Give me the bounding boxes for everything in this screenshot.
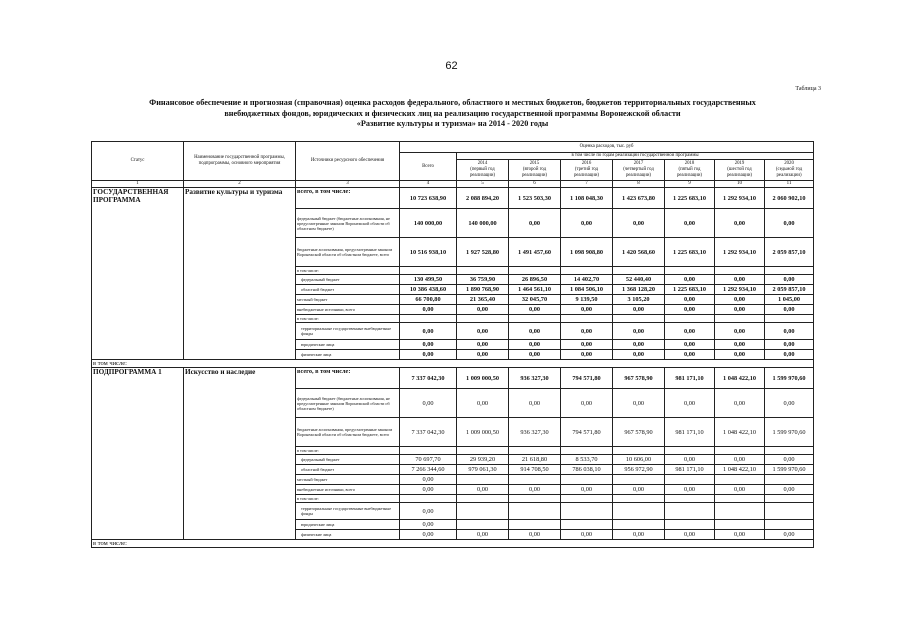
amount-cell: 0,00	[715, 323, 765, 340]
source-label: местный бюджет	[296, 295, 400, 305]
year-number: 2014	[477, 161, 488, 166]
amount-cell: 140 000,00	[400, 209, 457, 238]
amount-cell	[715, 495, 765, 503]
amount-cell: 2 059 857,10	[765, 285, 814, 295]
column-number: 2	[184, 181, 296, 188]
amount-cell	[561, 475, 613, 485]
amount-cell: 8 533,70	[561, 455, 613, 465]
subprogram-status: ПОДПРОГРАММА 1	[92, 368, 184, 540]
amount-cell	[613, 267, 665, 275]
year-number: 2018	[684, 161, 695, 166]
amount-cell: 1 098 908,80	[561, 238, 613, 267]
amount-cell	[457, 475, 509, 485]
year-number: 2019	[734, 161, 745, 166]
amount-cell: 2 088 894,20	[457, 188, 509, 209]
source-label: в том числе:	[296, 267, 400, 275]
amount-cell: 0,00	[665, 455, 715, 465]
header-year-2015	[509, 160, 561, 181]
amount-cell: 0,00	[509, 209, 561, 238]
amount-cell: 1 225 683,10	[665, 188, 715, 209]
year-label: (третий год реализации)	[573, 167, 600, 178]
subprogram-row	[92, 368, 814, 389]
column-number: 9	[665, 181, 715, 188]
header-year-2016	[561, 160, 613, 181]
subprogram-name: Искусство и наследие	[184, 368, 296, 540]
amount-cell: 0,00	[715, 340, 765, 350]
amount-cell: 0,00	[561, 305, 613, 315]
amount-cell: 0,00	[665, 340, 715, 350]
amount-cell	[715, 315, 765, 323]
column-numbers-row	[92, 181, 814, 188]
source-label: юридические лица	[296, 340, 400, 350]
amount-cell	[665, 315, 715, 323]
amount-cell: 21 365,40	[457, 295, 509, 305]
amount-cell: 0,00	[561, 530, 613, 540]
amount-cell: 7 337 042,30	[400, 368, 457, 389]
amount-cell: 0,00	[509, 530, 561, 540]
amount-cell	[715, 447, 765, 455]
source-label: областной бюджет	[296, 285, 400, 295]
header-total: Всего	[400, 153, 457, 181]
amount-cell: 0,00	[613, 305, 665, 315]
amount-cell: 0,00	[400, 475, 457, 485]
amount-cell	[765, 475, 814, 485]
source-label: федеральный бюджет	[296, 455, 400, 465]
header-program-name: Наименование государственной программы, подпрограммы, основного мероприятия	[184, 142, 296, 181]
amount-cell	[765, 520, 814, 530]
subprogram-footer: в том числе:	[92, 540, 814, 548]
source-label: территориальные государственные внебюджетные фонды	[296, 503, 400, 520]
amount-cell: 2 060 902,10	[765, 188, 814, 209]
amount-cell: 0,00	[561, 485, 613, 495]
amount-cell: 7 266 344,60	[400, 465, 457, 475]
amount-cell: 1 491 457,60	[509, 238, 561, 267]
amount-cell	[509, 267, 561, 275]
amount-cell: 0,00	[400, 530, 457, 540]
amount-cell: 29 939,20	[457, 455, 509, 465]
amount-cell: 1 009 000,50	[457, 418, 509, 447]
amount-cell: 0,00	[665, 295, 715, 305]
amount-cell: 0,00	[765, 485, 814, 495]
header-row	[92, 142, 814, 153]
amount-cell: 0,00	[457, 350, 509, 360]
amount-cell	[665, 520, 715, 530]
finance-table	[91, 141, 814, 548]
amount-cell: 0,00	[715, 530, 765, 540]
amount-cell: 981 171,10	[665, 465, 715, 475]
amount-cell	[665, 267, 715, 275]
amount-cell: 0,00	[509, 350, 561, 360]
source-label: федеральный бюджет	[296, 275, 400, 285]
column-number: 11	[765, 181, 814, 188]
column-number: 1	[92, 181, 184, 188]
amount-cell: 0,00	[613, 530, 665, 540]
amount-cell	[509, 495, 561, 503]
source-label: местный бюджет	[296, 475, 400, 485]
source-label: федеральный бюджет (бюджетные ассигнования, не предусмотренные законом Воронежской области об областном бюджете)	[296, 389, 400, 418]
amount-cell: 0,00	[765, 275, 814, 285]
amount-cell: 0,00	[509, 389, 561, 418]
amount-cell: 0,00	[561, 350, 613, 360]
year-label: (четвертый год реализации)	[623, 167, 654, 178]
source-label: физические лица	[296, 350, 400, 360]
amount-cell: 1 084 506,10	[561, 285, 613, 295]
amount-cell	[457, 495, 509, 503]
amount-cell: 0,00	[665, 530, 715, 540]
amount-cell: 0,00	[765, 455, 814, 465]
amount-cell: 0,00	[457, 323, 509, 340]
amount-cell: 786 038,10	[561, 465, 613, 475]
amount-cell: 979 061,30	[457, 465, 509, 475]
amount-cell: 0,00	[715, 275, 765, 285]
column-number: 6	[509, 181, 561, 188]
amount-cell: 10 723 638,90	[400, 188, 457, 209]
amount-cell: 0,00	[715, 305, 765, 315]
amount-cell: 0,00	[400, 389, 457, 418]
program-footer: в том числе:	[92, 360, 814, 368]
amount-cell: 0,00	[765, 209, 814, 238]
amount-cell: 0,00	[457, 485, 509, 495]
amount-cell: 9 139,50	[561, 295, 613, 305]
amount-cell: 0,00	[509, 485, 561, 495]
amount-cell: 0,00	[665, 323, 715, 340]
amount-cell: 0,00	[715, 295, 765, 305]
year-number: 2020	[784, 161, 794, 166]
amount-cell	[765, 495, 814, 503]
amount-cell	[400, 267, 457, 275]
header-sources: Источники ресурсного обеспечения	[296, 142, 400, 181]
amount-cell	[509, 315, 561, 323]
amount-cell	[665, 503, 715, 520]
amount-cell: 0,00	[715, 209, 765, 238]
amount-cell: 1 464 561,10	[509, 285, 561, 295]
column-number: 4	[400, 181, 457, 188]
source-label: внебюджетные источники, всего	[296, 305, 400, 315]
column-number: 7	[561, 181, 613, 188]
source-label: всего, в том числе:	[296, 368, 400, 389]
amount-cell: 936 327,30	[509, 418, 561, 447]
amount-cell: 0,00	[765, 305, 814, 315]
amount-cell: 2 059 857,10	[765, 238, 814, 267]
source-label: всего, в том числе:	[296, 188, 400, 209]
amount-cell: 130 499,50	[400, 275, 457, 285]
amount-cell: 0,00	[400, 323, 457, 340]
amount-cell: 967 578,90	[613, 418, 665, 447]
amount-cell: 1 599 970,60	[765, 368, 814, 389]
amount-cell	[613, 475, 665, 485]
amount-cell	[613, 503, 665, 520]
title-line-2: внебюджетных фондов, юридических и физических лиц на реализацию государственной программы Воронежской области	[224, 108, 681, 118]
header-year-2019	[715, 160, 765, 181]
amount-cell: 1 108 048,30	[561, 188, 613, 209]
amount-cell: 0,00	[613, 323, 665, 340]
amount-cell: 3 105,20	[613, 295, 665, 305]
subprogram-footer-row	[92, 540, 814, 548]
year-label: (пятый год реализации)	[676, 167, 703, 178]
amount-cell: 1 292 934,10	[715, 285, 765, 295]
program-name: Развитие культуры и туризма	[184, 188, 296, 360]
amount-cell	[715, 475, 765, 485]
amount-cell: 26 896,50	[509, 275, 561, 285]
amount-cell: 0,00	[765, 530, 814, 540]
amount-cell: 0,00	[765, 350, 814, 360]
amount-cell: 0,00	[715, 485, 765, 495]
amount-cell: 0,00	[400, 350, 457, 360]
amount-cell: 21 618,80	[509, 455, 561, 465]
amount-cell	[765, 447, 814, 455]
amount-cell: 1 048 422,10	[715, 418, 765, 447]
source-label: федеральный бюджет (бюджетные ассигнования, не предусмотренные законом Воронежской области об областном бюджете)	[296, 209, 400, 238]
amount-cell: 0,00	[665, 350, 715, 360]
header-estimate: Оценка расходов, тыс. руб	[400, 142, 814, 153]
amount-cell	[509, 447, 561, 455]
amount-cell	[457, 267, 509, 275]
source-label: областной бюджет	[296, 465, 400, 475]
amount-cell	[715, 267, 765, 275]
amount-cell: 1 225 683,10	[665, 285, 715, 295]
amount-cell	[665, 475, 715, 485]
amount-cell: 794 571,80	[561, 368, 613, 389]
amount-cell: 0,00	[765, 340, 814, 350]
amount-cell: 0,00	[765, 323, 814, 340]
amount-cell: 0,00	[613, 389, 665, 418]
program-row	[92, 188, 814, 209]
amount-cell: 10 606,00	[613, 455, 665, 465]
year-label: (шестой год реализации)	[726, 167, 753, 178]
source-label: физические лица	[296, 530, 400, 540]
source-label: территориальные государственные внебюджетные фонды	[296, 323, 400, 340]
amount-cell	[561, 503, 613, 520]
amount-cell	[665, 495, 715, 503]
header-year-2014	[457, 160, 509, 181]
header-year-2020	[765, 160, 814, 181]
year-number: 2016	[581, 161, 592, 166]
amount-cell	[765, 267, 814, 275]
year-number: 2015	[529, 161, 540, 166]
amount-cell	[457, 447, 509, 455]
amount-cell	[715, 520, 765, 530]
amount-cell	[715, 503, 765, 520]
amount-cell	[509, 475, 561, 485]
amount-cell: 956 972,90	[613, 465, 665, 475]
amount-cell: 1 292 934,10	[715, 188, 765, 209]
amount-cell: 140 000,00	[457, 209, 509, 238]
amount-cell: 0,00	[400, 305, 457, 315]
amount-cell: 0,00	[561, 389, 613, 418]
amount-cell: 1 045,00	[765, 295, 814, 305]
amount-cell: 0,00	[665, 485, 715, 495]
amount-cell: 794 571,80	[561, 418, 613, 447]
amount-cell: 0,00	[400, 520, 457, 530]
amount-cell: 0,00	[613, 340, 665, 350]
amount-cell: 10 516 938,10	[400, 238, 457, 267]
page-number: 62	[445, 60, 458, 72]
column-number: 10	[715, 181, 765, 188]
amount-cell	[561, 267, 613, 275]
amount-cell: 1 890 768,90	[457, 285, 509, 295]
amount-cell: 981 171,10	[665, 368, 715, 389]
amount-cell	[400, 447, 457, 455]
amount-cell: 0,00	[715, 350, 765, 360]
amount-cell	[457, 520, 509, 530]
amount-cell	[613, 315, 665, 323]
source-label: в том числе:	[296, 495, 400, 503]
amount-cell: 0,00	[715, 389, 765, 418]
amount-cell: 0,00	[613, 350, 665, 360]
source-label: внебюджетные источники, всего	[296, 485, 400, 495]
amount-cell: 914 708,50	[509, 465, 561, 475]
amount-cell	[765, 503, 814, 520]
amount-cell: 10 386 438,60	[400, 285, 457, 295]
amount-cell: 1 927 528,80	[457, 238, 509, 267]
amount-cell	[665, 447, 715, 455]
amount-cell	[400, 495, 457, 503]
header-by-years: в том числе по годам реализации государственной программы	[457, 153, 814, 160]
year-label: (второй год реализации)	[521, 167, 548, 178]
amount-cell	[561, 495, 613, 503]
amount-cell: 0,00	[665, 389, 715, 418]
amount-cell: 981 171,10	[665, 418, 715, 447]
amount-cell: 1 599 970,60	[765, 465, 814, 475]
source-label: в том числе:	[296, 315, 400, 323]
header-year-2017	[613, 160, 665, 181]
amount-cell: 0,00	[665, 305, 715, 315]
amount-cell	[561, 520, 613, 530]
amount-cell: 936 327,30	[509, 368, 561, 389]
amount-cell: 1 048 422,10	[715, 465, 765, 475]
document-title	[80, 98, 825, 130]
table-label: Таблица 3	[795, 86, 821, 92]
amount-cell: 0,00	[400, 503, 457, 520]
amount-cell: 0,00	[561, 323, 613, 340]
amount-cell	[613, 495, 665, 503]
amount-cell	[613, 447, 665, 455]
column-number: 8	[613, 181, 665, 188]
amount-cell: 52 440,40	[613, 275, 665, 285]
amount-cell: 0,00	[613, 209, 665, 238]
amount-cell: 7 337 042,30	[400, 418, 457, 447]
amount-cell: 0,00	[561, 340, 613, 350]
amount-cell: 0,00	[509, 323, 561, 340]
source-label: бюджетные ассигнования, предусмотренные законом Воронежской области об областном бюджете, всего	[296, 418, 400, 447]
program-status: ГОСУДАРСТВЕННАЯ ПРОГРАММА	[92, 188, 184, 360]
header-status: Статус	[92, 142, 184, 181]
program-footer-row	[92, 360, 814, 368]
year-label: (первый год реализации)	[469, 167, 496, 178]
amount-cell: 0,00	[613, 485, 665, 495]
amount-cell: 0,00	[715, 455, 765, 465]
year-label: (седьмой год реализации)	[775, 167, 803, 178]
amount-cell: 0,00	[400, 340, 457, 350]
column-number: 3	[296, 181, 400, 188]
column-number: 5	[457, 181, 509, 188]
amount-cell: 1 048 422,10	[715, 368, 765, 389]
amount-cell	[457, 315, 509, 323]
amount-cell	[509, 503, 561, 520]
amount-cell	[613, 520, 665, 530]
amount-cell	[457, 503, 509, 520]
title-line-3: «Развитие культуры и туризма» на 2014 - 2020 годы	[356, 119, 549, 129]
amount-cell: 0,00	[665, 275, 715, 285]
amount-cell	[765, 315, 814, 323]
amount-cell: 1 599 970,60	[765, 418, 814, 447]
amount-cell: 1 009 000,50	[457, 368, 509, 389]
amount-cell: 0,00	[457, 389, 509, 418]
amount-cell: 1 420 568,60	[613, 238, 665, 267]
amount-cell	[509, 520, 561, 530]
amount-cell: 0,00	[509, 305, 561, 315]
header-year-2018	[665, 160, 715, 181]
amount-cell: 0,00	[765, 389, 814, 418]
amount-cell	[561, 447, 613, 455]
amount-cell: 0,00	[561, 209, 613, 238]
amount-cell: 1 292 934,10	[715, 238, 765, 267]
amount-cell: 0,00	[665, 209, 715, 238]
amount-cell: 70 697,70	[400, 455, 457, 465]
title-line-1: Финансовое обеспечение и прогнозная (справочная) оценка расходов федерального, областного и местных бюджетов, бюджетов территориальных государственных	[149, 98, 756, 107]
amount-cell: 32 045,70	[509, 295, 561, 305]
amount-cell: 36 759,90	[457, 275, 509, 285]
amount-cell: 66 700,80	[400, 295, 457, 305]
amount-cell: 0,00	[457, 305, 509, 315]
amount-cell	[400, 315, 457, 323]
year-number: 2017	[633, 161, 644, 166]
amount-cell: 14 402,70	[561, 275, 613, 285]
amount-cell: 0,00	[509, 340, 561, 350]
amount-cell: 0,00	[400, 485, 457, 495]
amount-cell: 1 423 673,80	[613, 188, 665, 209]
amount-cell: 0,00	[457, 340, 509, 350]
amount-cell: 1 225 683,10	[665, 238, 715, 267]
amount-cell: 967 578,90	[613, 368, 665, 389]
amount-cell: 1 368 128,20	[613, 285, 665, 295]
source-label: юридические лица	[296, 520, 400, 530]
amount-cell: 1 523 503,30	[509, 188, 561, 209]
amount-cell: 0,00	[457, 530, 509, 540]
source-label: бюджетные ассигнования, предусмотренные законом Воронежской области об областном бюджете, всего	[296, 238, 400, 267]
source-label: в том числе:	[296, 447, 400, 455]
amount-cell	[561, 315, 613, 323]
